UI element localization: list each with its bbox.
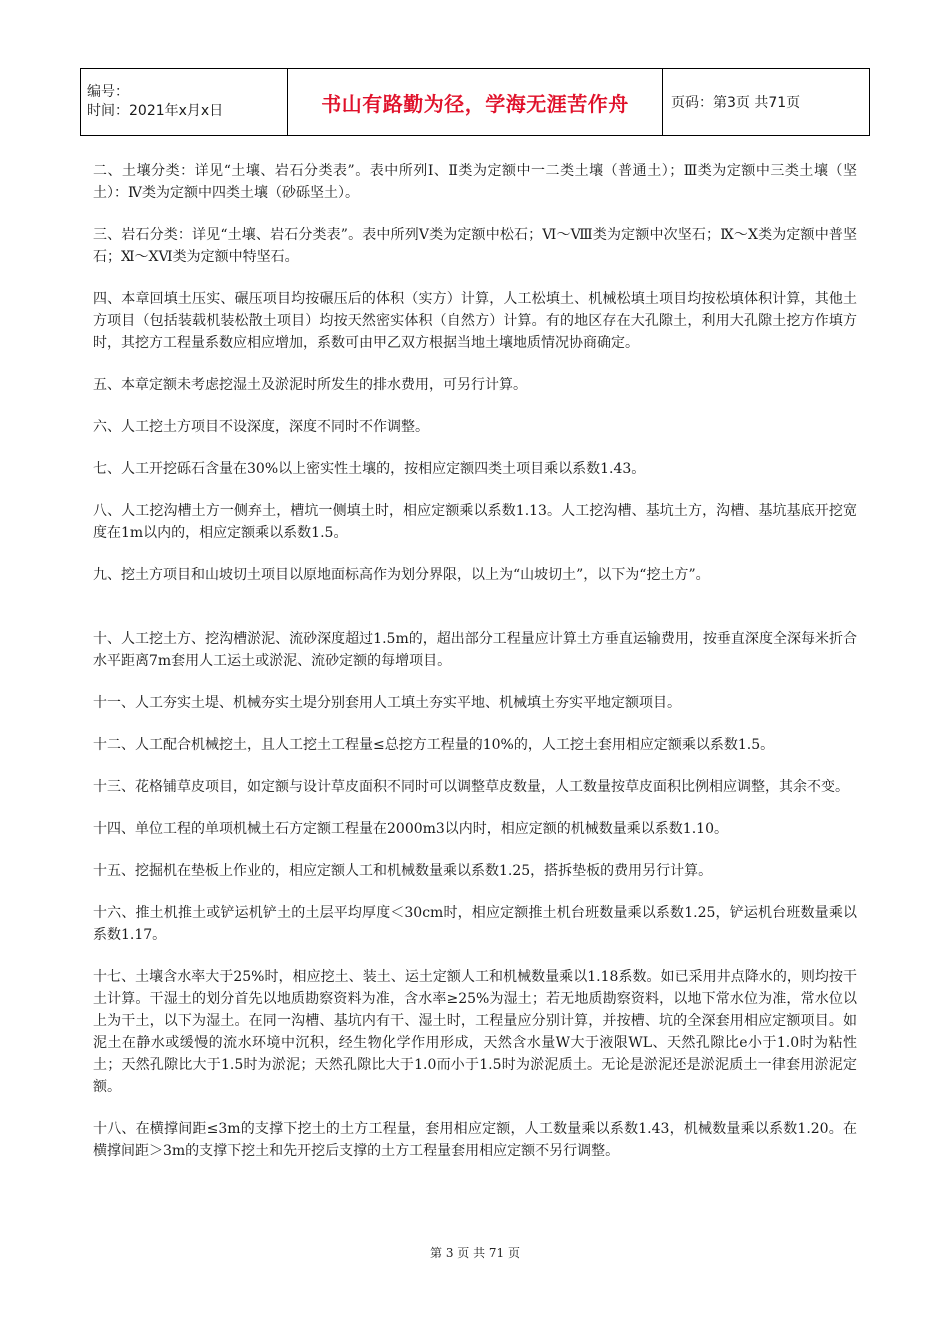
paragraph-10: 十、人工挖土方、挖沟槽淤泥、流砂深度超过1.5m的，超出部分工程量应计算土方垂直运输费用，按垂直深度全深每米折合水平距离7m套用人工运土或淤泥、流砂定额的每增项目。 <box>93 631 857 669</box>
paragraph-11: 十一、人工夯实土堤、机械夯实土堤分别套用人工填土夯实平地、机械填土夯实平地定额项目。 <box>93 695 681 711</box>
paragraph-17: 十七、土壤含水率大于25%时，相应挖土、装土、运土定额人工和机械数量乘以1.18系数。如已采用井点降水的，则均按干土计算。干湿土的划分首先以地质勘察资料为准，含水率≥25%为湿土；若无地质勘察资料，以地下常水位为准，常水位以上为干土，以下为湿土。在同一沟槽、基坑内有干、湿土时，工程量应分别计算，并按槽、坑的全深套用相应定额项目。如泥土在静水或缓慢的流水环境中沉积，经生物化学作用形成，天然含水量W大于液限WL、天然孔隙比e小于1.0时为粘性土；天然孔隙比大于1.5时为淤泥；天然孔隙比大于1.0而小于1.5时为淤泥质土。无论是淤泥还是淤泥质土一律套用淤泥定额。 <box>93 969 857 1095</box>
paragraph-6: 六、人工挖土方项目不设深度，深度不同时不作调整。 <box>93 419 429 435</box>
paragraph-14: 十四、单位工程的单项机械土石方定额工程量在2000m3以内时，相应定额的机械数量乘以系数1.10。 <box>93 821 728 837</box>
header-motto: 书山有路勤为径，学海无涯苦作舟 <box>288 69 663 136</box>
paragraph-13: 十三、花格铺草皮项目，如定额与设计草皮面积不同时可以调整草皮数量，人工数量按草皮面积比例相应调整，其余不变。 <box>93 779 849 795</box>
paragraph-5: 五、本章定额未考虑挖湿土及淤泥时所发生的排水费用，可另行计算。 <box>93 377 527 393</box>
header-meta <box>81 69 288 136</box>
document-time-label: 时间：2021年x月x日 <box>87 103 224 119</box>
paragraph-2: 二、土壤分类：详见“土壤、岩石分类表”。表中所列Ⅰ、Ⅱ类为定额中一二类土壤（普通土）；Ⅲ类为定额中三类土壤（坚土）：Ⅳ类为定额中四类土壤（砂砾坚土）。 <box>93 163 857 201</box>
paragraph-16: 十六、推土机推土或铲运机铲土的土层平均厚度＜30cm时，相应定额推土机台班数量乘以系数1.25，铲运机台班数量乘以系数1.17。 <box>93 905 857 943</box>
paragraph-3: 三、岩石分类：详见“土壤、岩石分类表”。表中所列Ⅴ类为定额中松石；Ⅵ～Ⅷ类为定额中次坚石；Ⅸ～Ⅹ类为定额中普坚石；Ⅺ～ⅩⅥ类为定额中特坚石。 <box>93 227 857 265</box>
document-header <box>80 68 870 136</box>
paragraph-8: 八、人工挖沟槽土方一侧弃土，槽坑一侧填土时，相应定额乘以系数1.13。人工挖沟槽、基坑土方，沟槽、基坑基底开挖宽度在1m以内的，相应定额乘以系数1.5。 <box>93 503 857 541</box>
document-body <box>93 160 857 1162</box>
header-page-info: 页码：第3页 共71页 <box>663 69 870 136</box>
document-number-label: 编号： <box>87 84 129 100</box>
paragraph-7: 七、人工开挖砾石含量在30%以上密实性土壤的，按相应定额四类土项目乘以系数1.43。 <box>93 461 646 477</box>
paragraph-15: 十五、挖掘机在垫板上作业的，相应定额人工和机械数量乘以系数1.25，搭拆垫板的费用另行计算。 <box>93 863 713 879</box>
paragraph-18: 十八、在横撑间距≤3m的支撑下挖土的土方工程量，套用相应定额，人工数量乘以系数1.43，机械数量乘以系数1.20。在横撑间距＞3m的支撑下挖土和先开挖后支撑的土方工程量套用相应定额不另行调整。 <box>93 1121 857 1159</box>
paragraph-9: 九、挖土方项目和山坡切土项目以原地面标高作为划分界限，以上为“山坡切土”，以下为“挖土方”。 <box>93 567 710 583</box>
paragraph-4: 四、本章回填土压实、碾压项目均按碾压后的体积（实方）计算，人工松填土、机械松填土项目均按松填体积计算，其他土方项目（包括装载机装松散土项目）均按天然密实体积（自然方）计算。有的地区存在大孔隙土，利用大孔隙土挖方作填方时，其挖方工程量系数应相应增加，系数可由甲乙双方根据当地土壤地质情况协商确定。 <box>93 291 857 351</box>
paragraph-12: 十二、人工配合机械挖土，且人工挖土工程量≤总挖方工程量的10%的，人工挖土套用相应定额乘以系数1.5。 <box>93 737 775 753</box>
page-footer: 第 3 页 共 71 页 <box>430 1246 520 1260</box>
